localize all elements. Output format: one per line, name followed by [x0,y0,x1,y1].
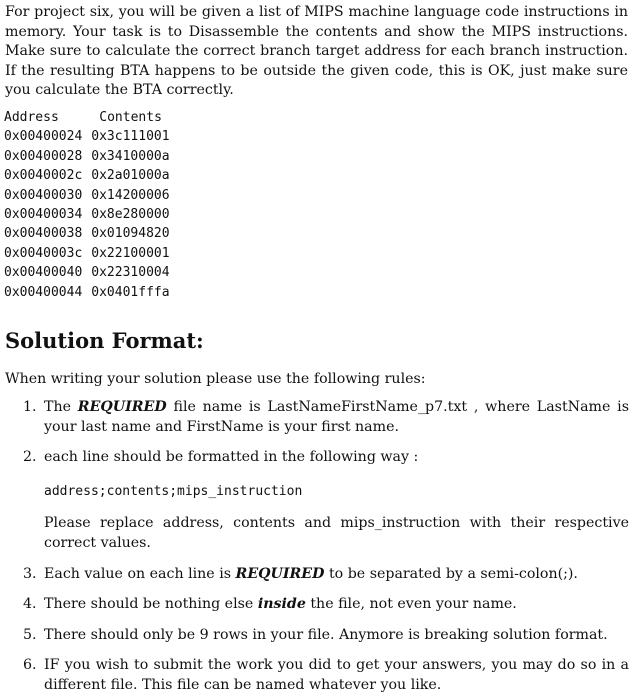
section-title: Solution Format: [5,328,204,353]
table-header-row [4,108,170,127]
rules-list [23,396,629,696]
rule-item-6 [23,656,629,695]
address-cell: 0x00400034 [4,207,83,223]
rules-lead-text: When writing your solution please use the following rules: [5,371,426,387]
rule-text: IF you wish to submit the work you did to get your answers, you may do so in a different file. This file can be named whatever you like. [44,657,629,693]
table-row [4,186,170,205]
address-cell: 0x0040003c [4,245,83,261]
contents-header: Contents [99,110,162,125]
table-row [4,127,170,146]
rule-number: 4. [23,596,37,613]
rule-text: Each value on each line is [44,565,236,582]
address-cell: 0x00400030 [4,187,83,203]
contents-cell: 0x8e280000 [91,207,170,223]
table-row [4,244,170,263]
rule-item-3 [23,565,629,585]
memory-table [4,108,170,302]
rule-item-4 [23,595,629,615]
contents-cell: 0x01094820 [91,226,170,242]
rule-item-1 [23,398,629,437]
contents-cell: 0x14200006 [91,187,170,203]
address-header: Address [4,110,59,125]
intro-paragraph: For project six, you will be given a list of MIPS machine language code instructions in memory. Your task is to Disassemble the contents and show the MIPS instructions. Make sure to calculate the correct branch target address for each branch instruction. If the resulting BTA happens to be outside the given code, this is OK, just make sure you calculate the BTA correctly. [5,4,628,99]
rule-number: 3. [23,565,37,582]
rule-text: The [44,399,78,415]
emphasis-text: inside [257,596,306,613]
table-row [4,283,170,302]
table-row [4,205,170,224]
contents-cell: 0x3410000a [91,148,170,164]
contents-cell: 0x2a01000a [91,168,170,184]
rule-text: There should only be 9 rows in your file. Anymore is breaking solution format. [44,626,608,643]
table-row [4,224,170,243]
contents-cell: 0x22310004 [91,265,170,281]
format-note: Please replace address, contents and mips_instruction with their respective correct values. [44,515,629,551]
table-row [4,263,170,282]
rule-number: 5. [23,626,37,643]
address-cell: 0x00400038 [4,226,83,242]
rule-number: 6. [23,657,37,674]
address-cell: 0x00400024 [4,129,83,145]
contents-cell: 0x3c111001 [91,129,170,145]
rule-item-5 [23,626,629,646]
rule-text: to be separated by a semi-colon(;). [324,565,578,582]
address-cell: 0x00400040 [4,265,83,281]
emphasis-text: REQUIRED [235,565,325,582]
table-row [4,147,170,166]
rule-item-2 [23,448,629,553]
emphasis-text: REQUIRED [77,399,167,415]
address-cell: 0x0040002c [4,168,83,184]
contents-cell: 0x0401fffa [91,284,170,300]
address-cell: 0x00400028 [4,148,83,164]
address-cell: 0x00400044 [4,284,83,300]
rule-text: There should be nothing else [44,596,258,613]
rule-number: 1. [23,399,37,415]
contents-cell: 0x22100001 [91,245,170,261]
format-code-example: address;contents;mips_instruction [44,483,303,499]
table-row [4,166,170,185]
rule-text: each line should be formatted in the following way : [44,449,419,466]
rule-number: 2. [23,449,37,466]
rule-text: file name is LastNameFirstName_p7.txt , where LastName is your last name and FirstName is your first name. [44,399,629,435]
rule-text: the file, not even your name. [305,596,517,613]
